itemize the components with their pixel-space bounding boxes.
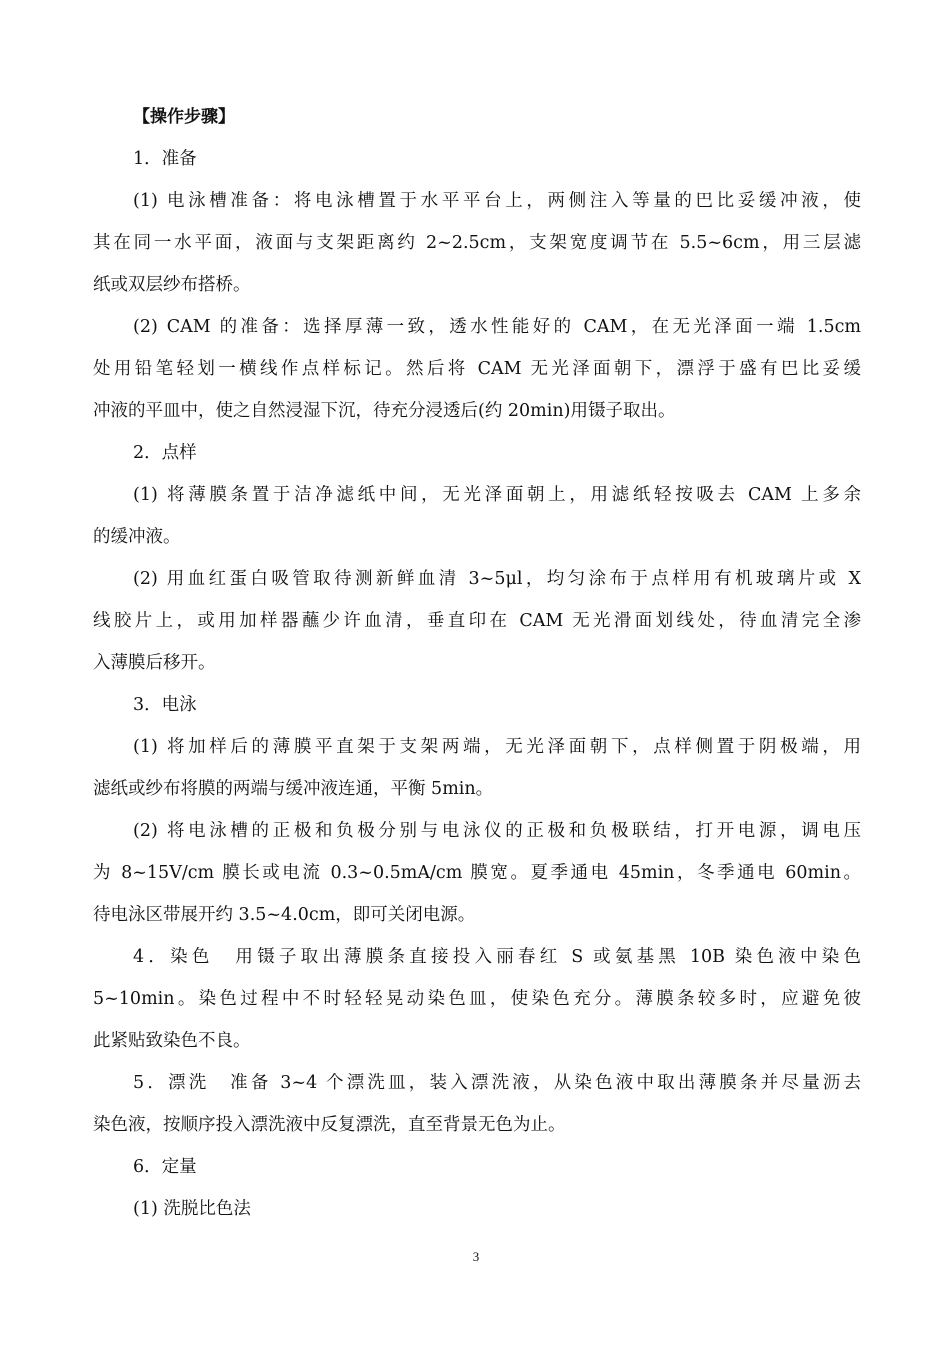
paragraph-line: 5~10min。染色过程中不时轻轻晃动染色皿，使染色充分。薄膜条较多时，应避免彼 — [93, 989, 861, 1009]
paragraph-line: 入薄膜后移开。 — [93, 653, 216, 673]
subheading-spotting: 2．点样 — [133, 443, 197, 463]
paragraph-line: 处用铅笔轻划一横线作点样标记。然后将 CAM 无光泽面朝下，漂浮于盛有巴比妥缓 — [93, 359, 861, 379]
document-body — [93, 96, 861, 1230]
paragraph-line: (1) 洗脱比色法 — [133, 1199, 251, 1219]
subheading-prepare: 1．准备 — [133, 149, 197, 169]
paragraph-line: 线胶片上，或用加样器蘸少许血清，垂直印在 CAM 无光滑面划线处，待血清完全渗 — [93, 611, 861, 631]
paragraph-line: (1) 电泳槽准备：将电泳槽置于水平平台上，两侧注入等量的巴比妥缓冲液，使 — [133, 191, 861, 211]
paragraph-line-rinsing: 5．漂洗 准备 3~4 个漂洗皿，装入漂洗液，从染色液中取出薄膜条并尽量沥去 — [133, 1073, 861, 1093]
paragraph-line: 染色液，按顺序投入漂洗液中反复漂洗，直至背景无色为止。 — [93, 1115, 566, 1135]
paragraph-line: (1) 将薄膜条置于洁净滤纸中间，无光泽面朝上，用滤纸轻按吸去 CAM 上多余 — [133, 485, 861, 505]
paragraph-line: 纸或双层纱布搭桥。 — [93, 275, 251, 295]
paragraph-line: 此紧贴致染色不良。 — [93, 1031, 251, 1051]
paragraph-line: 为 8~15V/cm 膜长或电流 0.3~0.5mA/cm 膜宽。夏季通电 45min，冬季通电 60min。 — [93, 863, 861, 883]
subheading-quantification: 6．定量 — [133, 1157, 197, 1177]
paragraph-line: 其在同一水平面，液面与支架距离约 2~2.5cm，支架宽度调节在 5.5~6cm，用三层滤 — [93, 233, 861, 253]
section-heading: 【操作步骤】 — [133, 107, 235, 127]
paragraph-line: (1) 将加样后的薄膜平直架于支架两端，无光泽面朝下，点样侧置于阴极端，用 — [133, 737, 861, 757]
paragraph-line: 待电泳区带展开约 3.5~4.0cm，即可关闭电源。 — [93, 905, 476, 925]
paragraph-line: 滤纸或纱布将膜的两端与缓冲液连通，平衡 5min。 — [93, 779, 494, 799]
paragraph-line: (2) CAM 的准备：选择厚薄一致，透水性能好的 CAM，在无光泽面一端 1.5cm — [133, 317, 861, 337]
paragraph-line: (2) 将电泳槽的正极和负极分别与电泳仪的正极和负极联结，打开电源，调电压 — [133, 821, 861, 841]
paragraph-line-staining: 4．染色 用镊子取出薄膜条直接投入丽春红 S 或氨基黑 10B 染色液中染色 — [133, 947, 861, 967]
paragraph-line: (2) 用血红蛋白吸管取待测新鲜血清 3~5μl，均匀涂布于点样用有机玻璃片或 X — [133, 569, 861, 589]
paragraph-line: 冲液的平皿中，使之自然浸湿下沉，待充分浸透后(约 20min)用镊子取出。 — [93, 401, 676, 421]
paragraph-line: 的缓冲液。 — [93, 527, 181, 547]
page-number: 3 — [472, 1249, 480, 1264]
subheading-electrophoresis: 3．电泳 — [133, 695, 197, 715]
